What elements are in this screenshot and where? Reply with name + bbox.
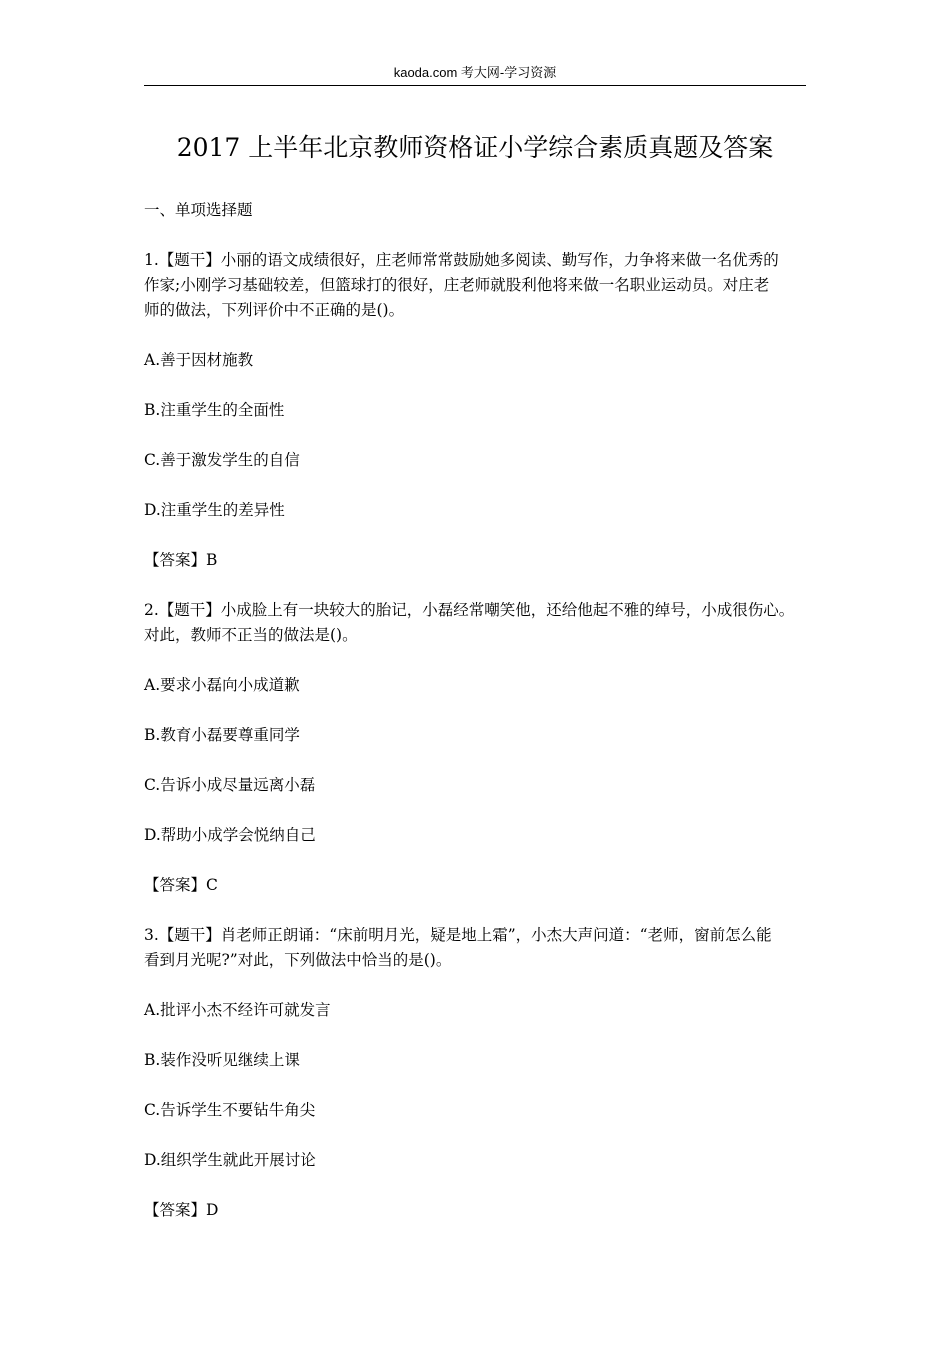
answer: 【答案】C bbox=[144, 876, 218, 894]
option-a: A.善于因材施教 bbox=[144, 351, 254, 369]
question-stem-line: 作家;小刚学习基础较差，但篮球打的很好，庄老师就股利他将来做一名职业运动员。对庄老 bbox=[144, 276, 770, 294]
question-stem-line: 师的做法，下列评价中不正确的是()。 bbox=[144, 301, 405, 319]
question-stem-line: 看到月光呢?”对此，下列做法中恰当的是()。 bbox=[144, 951, 452, 969]
option-b: B.教育小磊要尊重同学 bbox=[144, 726, 300, 744]
option-a: A.批评小杰不经许可就发言 bbox=[144, 1001, 331, 1019]
option-b: B.装作没听见继续上课 bbox=[144, 1051, 300, 1069]
option-c: C.善于激发学生的自信 bbox=[144, 451, 300, 469]
question-stem-line: 对此，教师不正当的做法是()。 bbox=[144, 626, 358, 644]
page-header: kaoda.com 考大网-学习资源 bbox=[393, 65, 557, 80]
option-a: A.要求小磊向小成道歉 bbox=[144, 676, 300, 694]
option-d: D.帮助小成学会悦纳自己 bbox=[144, 826, 316, 844]
question-stem-line: 3.【题干】肖老师正朗诵：“床前明月光，疑是地上霜”，小杰大声问道：“老师，窗前怎么能 bbox=[144, 926, 772, 944]
option-d: D.组织学生就此开展讨论 bbox=[144, 1151, 316, 1169]
option-c: C.告诉小成尽量远离小磊 bbox=[144, 776, 316, 794]
document-title: 2017 上半年北京教师资格证小学综合素质真题及答案 bbox=[176, 133, 774, 162]
section-heading: 一、单项选择题 bbox=[144, 201, 253, 219]
question-stem-line: 1.【题干】小丽的语文成绩很好，庄老师常常鼓励她多阅读、勤写作，力争将来做一名优秀的 bbox=[144, 251, 779, 269]
question-stem-line: 2.【题干】小成脸上有一块较大的胎记，小磊经常嘲笑他，还给他起不雅的绰号，小成很伤心。 bbox=[144, 601, 795, 619]
answer: 【答案】D bbox=[144, 1201, 219, 1219]
option-b: B.注重学生的全面性 bbox=[144, 401, 285, 419]
answer: 【答案】B bbox=[144, 551, 218, 569]
option-d: D.注重学生的差异性 bbox=[144, 501, 285, 519]
header-divider bbox=[144, 85, 806, 86]
option-c: C.告诉学生不要钻牛角尖 bbox=[144, 1101, 316, 1119]
